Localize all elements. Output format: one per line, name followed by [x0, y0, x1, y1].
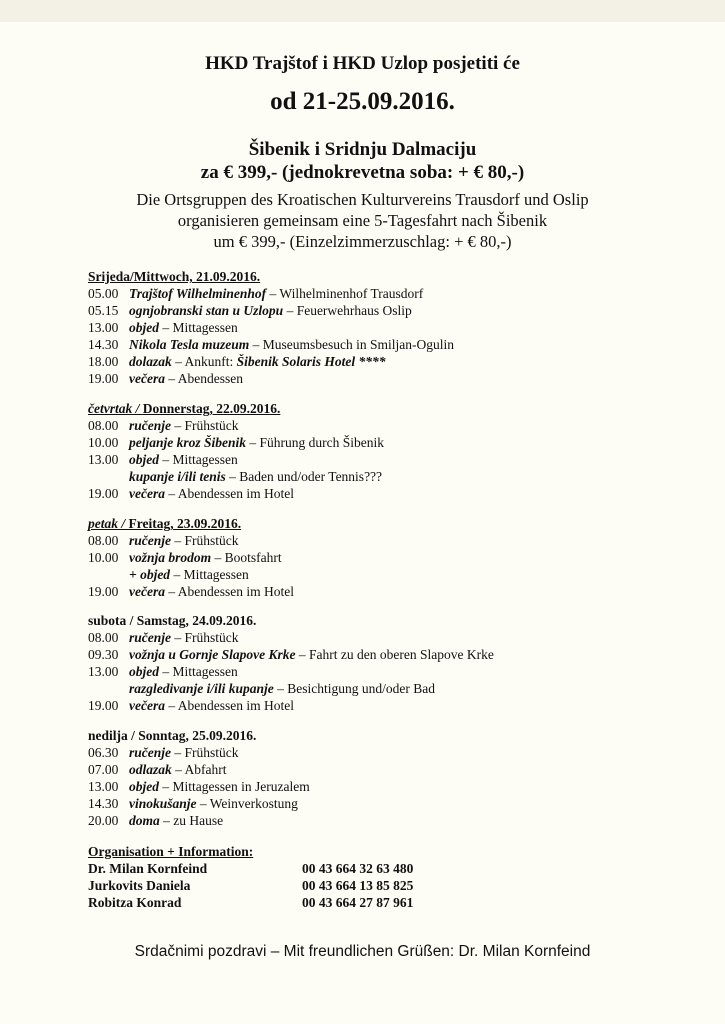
activity-de: – zu Hause	[159, 813, 224, 828]
activity-hr: večera	[129, 584, 165, 599]
activity-de: – Frühstück	[171, 418, 239, 433]
time: 13.00	[88, 452, 119, 467]
heading-price: za € 399,- (jednokrevetna soba: + € 80,-)	[200, 162, 525, 183]
time: 13.00	[88, 320, 119, 335]
contact-row	[88, 860, 648, 877]
schedule-row	[88, 566, 688, 583]
activity-de: – Abendessen	[164, 371, 243, 386]
activity-hr: objed	[129, 779, 159, 794]
heading-dates: od 21-25.09.2016.	[270, 88, 455, 115]
activity-hr: objed	[129, 320, 159, 335]
contact-title: Organisation + Information:	[88, 844, 254, 859]
closing-greeting: Srdačnimi pozdravi – Mit freundlichen Grüßen: Dr. Milan Kornfeind	[134, 943, 591, 960]
time: 09.30	[88, 647, 119, 662]
activity-hr: dolazak	[129, 354, 172, 369]
day-saturday	[88, 612, 688, 714]
time: 06.30	[88, 745, 119, 760]
activity-hr: Nikola Tesla muzeum	[129, 337, 250, 352]
day-thursday	[88, 400, 688, 502]
activity-hr: večera	[129, 371, 165, 386]
schedule-row	[88, 697, 688, 714]
time: 20.00	[88, 813, 119, 828]
time: 05.00	[88, 286, 119, 301]
schedule-row	[88, 680, 688, 697]
activity-de: – Weinverkostung	[196, 796, 298, 811]
activity-de: – Führung durch Šibenik	[246, 435, 385, 450]
schedule-row	[88, 468, 688, 485]
activity-de: – Abendessen im Hotel	[164, 486, 294, 501]
day-title-text: Srijeda/Mittwoch, 21.09.2016.	[88, 269, 261, 284]
schedule-row	[88, 812, 688, 829]
activity-hr: ručenje	[129, 745, 171, 760]
top-band	[0, 0, 725, 22]
schedule-row	[88, 370, 688, 387]
schedule-row	[88, 434, 688, 451]
activity-de: – Mittagessen	[159, 320, 238, 335]
schedule-row	[88, 646, 688, 663]
activity-de: – Abendessen im Hotel	[164, 584, 294, 599]
time: 18.00	[88, 354, 119, 369]
day-title	[88, 400, 688, 417]
contact-phone: 00 43 664 13 85 825	[302, 878, 414, 893]
day-title	[88, 268, 688, 285]
activity-hr: peljanje kroz Šibenik	[129, 435, 247, 450]
contact-phone: 00 43 664 27 87 961	[302, 895, 414, 910]
schedule-row	[88, 549, 688, 566]
contact-name: Dr. Milan Kornfeind	[88, 861, 208, 876]
time: 13.00	[88, 664, 119, 679]
time: 07.00	[88, 762, 119, 777]
activity-hr: kupanje i/ili tenis	[129, 469, 226, 484]
schedule-row	[88, 761, 688, 778]
activity-de: – Abfahrt	[171, 762, 227, 777]
schedule-row	[88, 302, 688, 319]
activity-hr: ognjobranski stan u Uzlopu	[129, 303, 284, 318]
time: 14.30	[88, 796, 119, 811]
activity-de: – Wilhelminenhof Trausdorf	[266, 286, 424, 301]
schedule-row	[88, 485, 688, 502]
activity-de: – Baden und/oder Tennis???	[225, 469, 383, 484]
time: 19.00	[88, 486, 119, 501]
schedule-row	[88, 451, 688, 468]
activity-de: – Mittagessen	[159, 452, 238, 467]
activity-de: – Frühstück	[171, 745, 239, 760]
schedule-row	[88, 795, 688, 812]
activity-de: – Ankunft:	[171, 354, 237, 369]
day-title-text: subota / Samstag, 24.09.2016.	[88, 613, 257, 628]
day-sunday	[88, 727, 688, 829]
schedule-row	[88, 417, 688, 434]
time: 10.00	[88, 435, 119, 450]
activity-de: – Feuerwehrhaus Oslip	[283, 303, 412, 318]
time: 05.15	[88, 303, 119, 318]
german-intro-1: Die Ortsgruppen des Kroatischen Kulturvereins Trausdorf und Oslip	[136, 190, 589, 209]
day-friday	[88, 515, 688, 600]
contact-name: Jurkovits Daniela	[88, 878, 191, 893]
activity-de: – Besichtigung und/oder Bad	[273, 681, 435, 696]
activity-hr: odlazak	[129, 762, 172, 777]
schedule-row	[88, 778, 688, 795]
time: 19.00	[88, 371, 119, 386]
activity-de: – Museumsbesuch in Smiljan-Ogulin	[249, 337, 455, 352]
activity-hr: objed	[129, 664, 159, 679]
time: 13.00	[88, 779, 119, 794]
activity-hr: razgledivanje i/ili kupanje	[129, 681, 274, 696]
contact-row	[88, 894, 648, 911]
activity-de: – Abendessen im Hotel	[164, 698, 294, 713]
german-intro-2: organisieren gemeinsam eine 5-Tagesfahrt nach Šibenik	[177, 211, 548, 230]
activity-de: – Mittagessen in Jeruzalem	[159, 779, 310, 794]
schedule-row	[88, 353, 688, 370]
day-title	[88, 515, 688, 532]
day-title-de: Freitag, 23.09.2016.	[128, 516, 242, 531]
day-title-hr: četvrtak /	[88, 401, 143, 416]
hotel-name: Šibenik Solaris Hotel ****	[236, 354, 386, 369]
activity-hr: ručenje	[129, 418, 171, 433]
day-title-hr: petak /	[88, 516, 129, 531]
heading-destination: Šibenik i Sridnju Dalmaciju	[248, 139, 477, 160]
activity-hr: večera	[129, 486, 165, 501]
schedule-row	[88, 285, 688, 302]
schedule-row	[88, 532, 688, 549]
german-intro-3: um € 399,- (Einzelzimmerzuschlag: + € 80,-)	[213, 232, 512, 251]
day-title-text: nedilja / Sonntag, 25.09.2016.	[88, 728, 257, 743]
contact-row	[88, 877, 648, 894]
day-title	[88, 727, 688, 744]
schedule-row	[88, 744, 688, 761]
activity-de: – Frühstück	[171, 533, 239, 548]
activity-hr: + objed	[129, 567, 171, 582]
activity-hr: vožnja u Gornje Slapove Krke	[129, 647, 296, 662]
activity-de: – Fahrt zu den oberen Slapove Krke	[295, 647, 494, 662]
day-wednesday	[88, 268, 688, 387]
time: 08.00	[88, 418, 119, 433]
activity-hr: objed	[129, 452, 159, 467]
time: 14.30	[88, 337, 119, 352]
day-title-de: Donnerstag, 22.09.2016.	[142, 401, 281, 416]
activity-hr: doma	[129, 813, 160, 828]
activity-hr: ručenje	[129, 630, 171, 645]
activity-hr: večera	[129, 698, 165, 713]
heading-line-1: HKD Trajštof i HKD Uzlop posjetiti će	[205, 53, 520, 74]
activity-hr: vinokušanje	[129, 796, 197, 811]
time: 19.00	[88, 698, 119, 713]
activity-hr: ručenje	[129, 533, 171, 548]
schedule-row	[88, 336, 688, 353]
schedule-row	[88, 629, 688, 646]
schedule-row	[88, 319, 688, 336]
schedule-row	[88, 583, 688, 600]
time: 08.00	[88, 630, 119, 645]
time: 19.00	[88, 584, 119, 599]
contact-phone: 00 43 664 32 63 480	[302, 861, 414, 876]
activity-de: – Mittagessen	[159, 664, 238, 679]
activity-hr: vožnja brodom	[129, 550, 212, 565]
activity-de: – Frühstück	[171, 630, 239, 645]
time: 10.00	[88, 550, 119, 565]
contact-block	[88, 843, 648, 911]
activity-hr: Trajštof Wilhelminenhof	[129, 286, 267, 301]
contact-name: Robitza Konrad	[88, 895, 182, 910]
schedule-row	[88, 663, 688, 680]
time: 08.00	[88, 533, 119, 548]
activity-de: – Bootsfahrt	[211, 550, 282, 565]
day-title	[88, 612, 688, 629]
activity-de: – Mittagessen	[170, 567, 249, 582]
